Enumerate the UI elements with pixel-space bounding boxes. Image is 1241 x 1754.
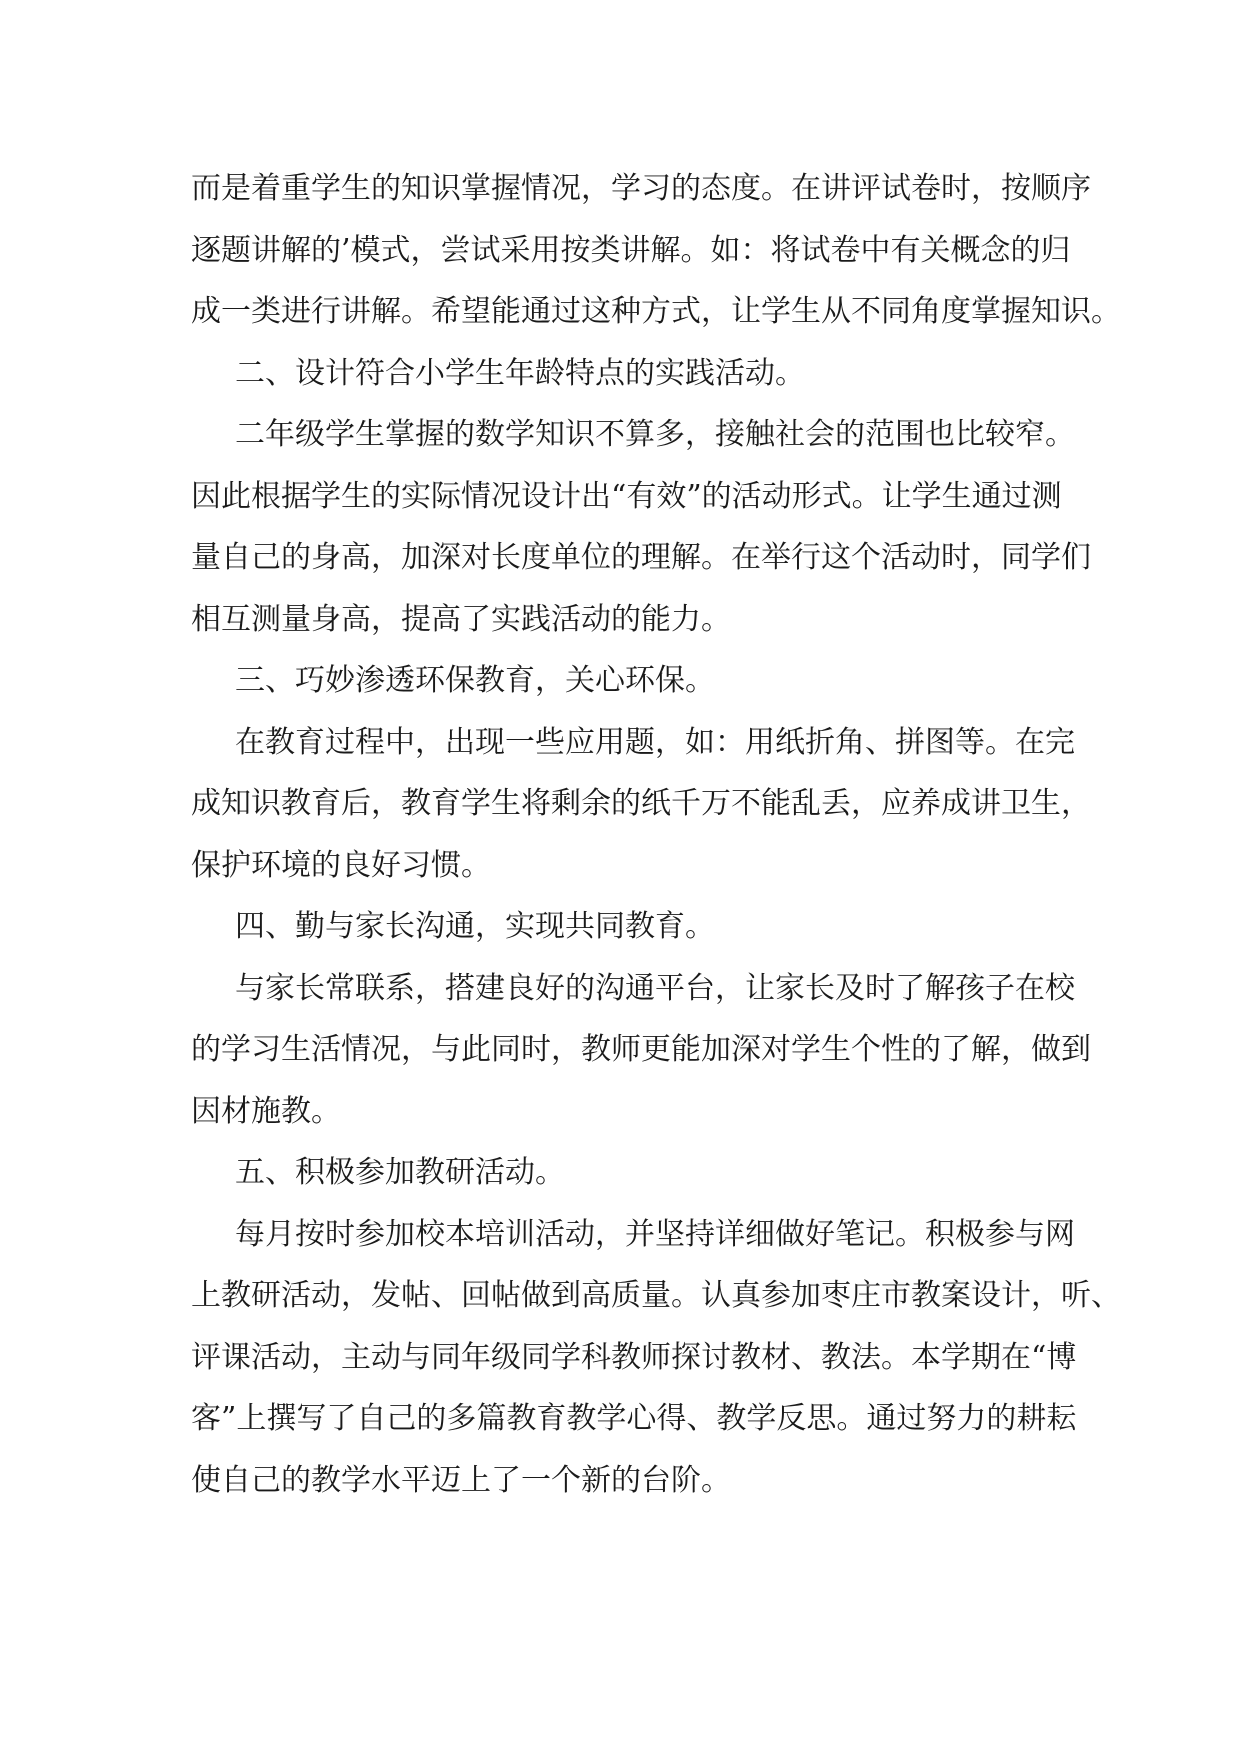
paragraph-3-line-3: 保护环境的良好习惯。 <box>191 847 491 883</box>
section-heading-2: 二、设计符合小学生年龄特点的实践活动。 <box>235 355 805 391</box>
paragraph-1-line-1: 而是着重学生的知识掌握情况，学习的态度。在讲评试卷时，按顺序 <box>191 171 1091 206</box>
paragraph-2-line-2: 因此根据学生的实际情况设计出“有效”的活动形式。让学生通过测 <box>191 478 1062 514</box>
paragraph-2-line-1: 二年级学生掌握的数学知识不算多，接触社会的范围也比较窄。 <box>235 417 1075 452</box>
paragraph-3-line-2: 成知识教育后，教育学生将剩余的纸千万不能乱丢，应养成讲卫生， <box>191 786 1091 821</box>
paragraph-5-line-1: 每月按时参加校本培训活动，并坚持详细做好笔记。积极参与网 <box>235 1216 1075 1252</box>
paragraph-5-line-3: 评课活动，主动与同年级同学科教师探讨教材、教法。本学期在“博 <box>191 1339 1077 1375</box>
paragraph-4-line-3: 因材施教。 <box>191 1093 341 1129</box>
paragraph-4-line-2: 的学习生活情况，与此同时，教师更能加深对学生个性的了解，做到 <box>191 1032 1091 1067</box>
paragraph-1-line-3: 成一类进行讲解。希望能通过这种方式，让学生从不同角度掌握知识。 <box>191 294 1121 329</box>
section-heading-3: 三、巧妙渗透环保教育，关心环保。 <box>235 663 715 698</box>
section-heading-5: 五、积极参加教研活动。 <box>235 1155 565 1190</box>
paragraph-4-line-1: 与家长常联系，搭建良好的沟通平台，让家长及时了解孩子在校 <box>235 970 1075 1006</box>
paragraph-2-line-4: 相互测量身高，提高了实践活动的能力。 <box>191 601 731 637</box>
paragraph-5-line-5: 使自己的教学水平迈上了一个新的台阶。 <box>191 1462 731 1498</box>
paragraph-1-line-2: 逐题讲解的’模式，尝试采用按类讲解。如：将试卷中有关概念的归 <box>191 232 1071 268</box>
paragraph-2-line-3: 量自己的身高，加深对长度单位的理解。在举行这个活动时，同学们 <box>191 540 1091 575</box>
section-heading-4: 四、勤与家长沟通，实现共同教育。 <box>235 909 715 944</box>
document-body <box>191 158 1121 1511</box>
paragraph-5-line-4: 客”上撰写了自己的多篇教育教学心得、教学反思。通过努力的耕耘 <box>191 1401 1077 1436</box>
paragraph-5-line-2: 上教研活动，发帖、回帖做到高质量。认真参加枣庄市教案设计，听、 <box>191 1278 1121 1313</box>
paragraph-3-line-1: 在教育过程中，出现一些应用题，如：用纸折角、拼图等。在完 <box>235 724 1075 760</box>
